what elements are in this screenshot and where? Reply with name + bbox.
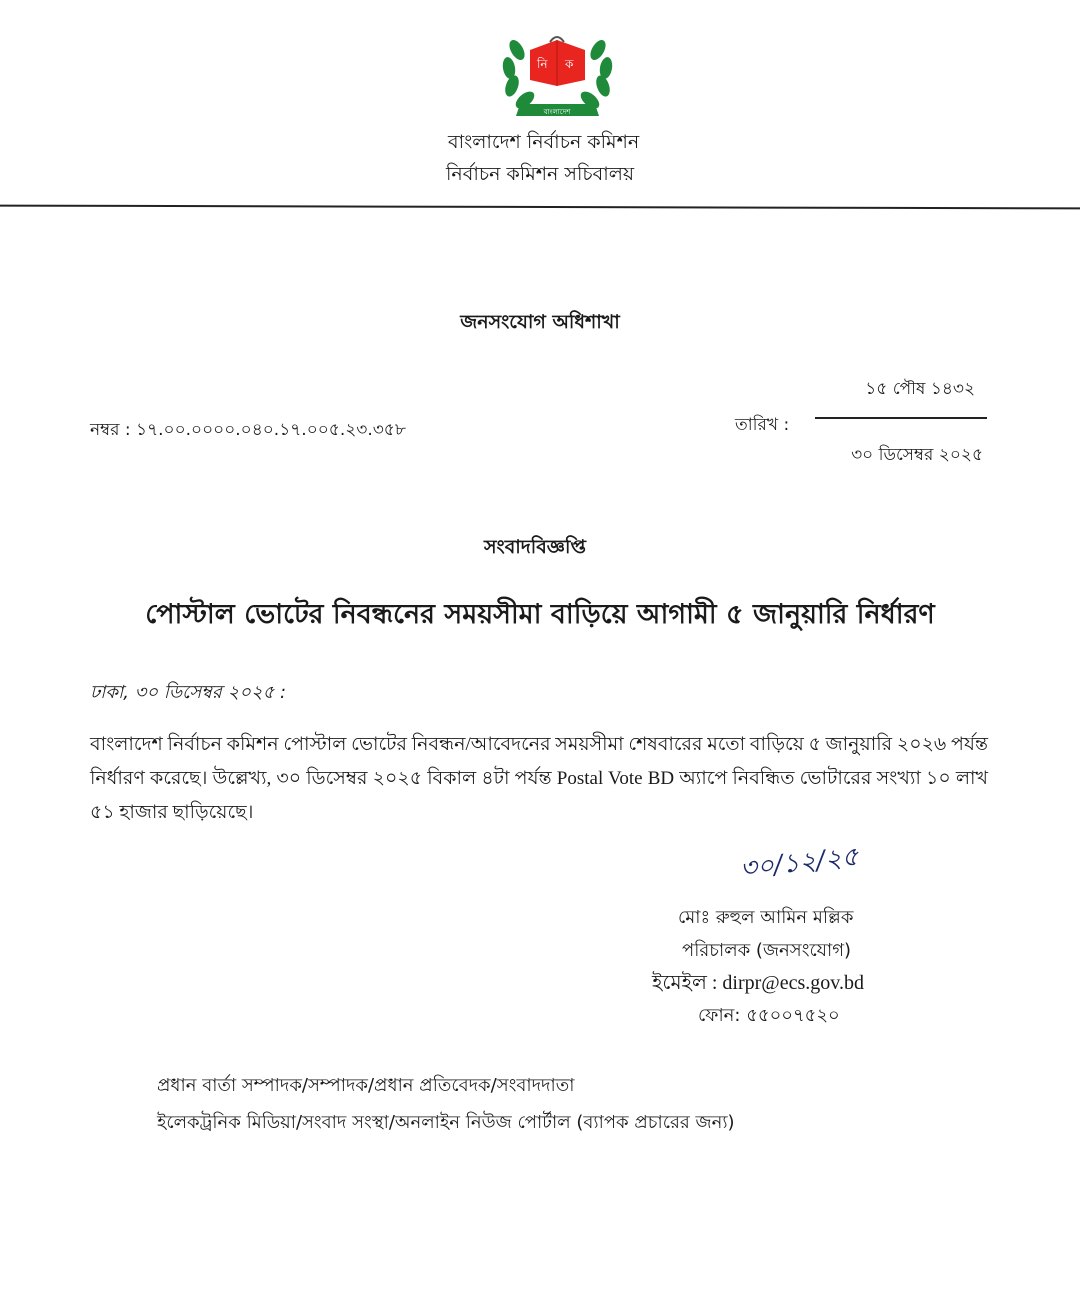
signature: ৩০/১২/২৫ (738, 841, 861, 885)
date-bangla: ১৫ পৌষ ১৪৩২ (865, 379, 975, 399)
secretariat-name: নির্বাচন কমিশন সচিবালয় (446, 163, 635, 185)
body-paragraph: বাংলাদেশ নির্বাচন কমিশন পোস্টাল ভোটের নিবন্ধন/আবেদনের সময়সীমা শেষবারের মতো বাড়িয়ে ৫ জানুয়ারি ২০২৬ পর্যন্ত নির্ধারণ করেছে। উল্লেখ্য, ৩০ ডিসেম্বর ২০২৫ বিকাল ৪টা পর্যন্ত Postal Vote BD অ্যাপে নিবন্ধিত ভোটারের সংখ্যা ১০ লাখ ৫১ হাজার ছাড়িয়েছে। (90, 734, 988, 823)
date-label: তারিখ : (735, 415, 790, 435)
headline: পোস্টাল ভোটের নিবন্ধনের সময়সীমা বাড়িয়ে আগামী ৫ জানুয়ারি নির্ধারণ (145, 599, 935, 630)
election-commission-logo (495, 20, 620, 120)
dateline: ঢাকা, ৩০ ডিসেম্বর ২০২৫ : (90, 682, 287, 703)
header-divider (0, 205, 1080, 210)
signatory-phone: ফোন: ৫৫০০৭৫২০ (698, 1005, 840, 1026)
section-name: জনসংযোগ অধিশাখা (460, 311, 620, 333)
org-name: বাংলাদেশ নির্বাচন কমিশন (448, 131, 640, 153)
date-divider (815, 417, 987, 419)
doc-type: সংবাদবিজ্ঞপ্তি (483, 536, 587, 558)
date-gregorian: ৩০ ডিসেম্বর ২০২৫ (851, 445, 983, 465)
svg-text:নি: নি (537, 57, 548, 71)
svg-text:বাংলাদেশ: বাংলাদেশ (543, 108, 571, 116)
signatory-name: মোঃ রুহুল আমিন মল্লিক (678, 907, 854, 928)
recipient-line: প্রধান বার্তা সম্পাদক/সম্পাদক/প্রধান প্রতিবেদক/সংবাদদাতা (157, 1075, 575, 1096)
memo-number: নম্বর : ১৭.০০.০০০০.০৪০.১৭.০০৫.২৩.৩৫৮ (90, 420, 406, 440)
signatory-email: ইমেইল : dirpr@ecs.gov.bd (652, 972, 864, 994)
signatory-designation: পরিচালক (জনসংযোগ) (682, 940, 852, 961)
svg-text:ক: ক (565, 57, 574, 71)
recipient-line: ইলেকট্রনিক মিডিয়া/সংবাদ সংস্থা/অনলাইন নিউজ পোর্টাল (ব্যাপক প্রচারের জন্য) (157, 1112, 735, 1133)
